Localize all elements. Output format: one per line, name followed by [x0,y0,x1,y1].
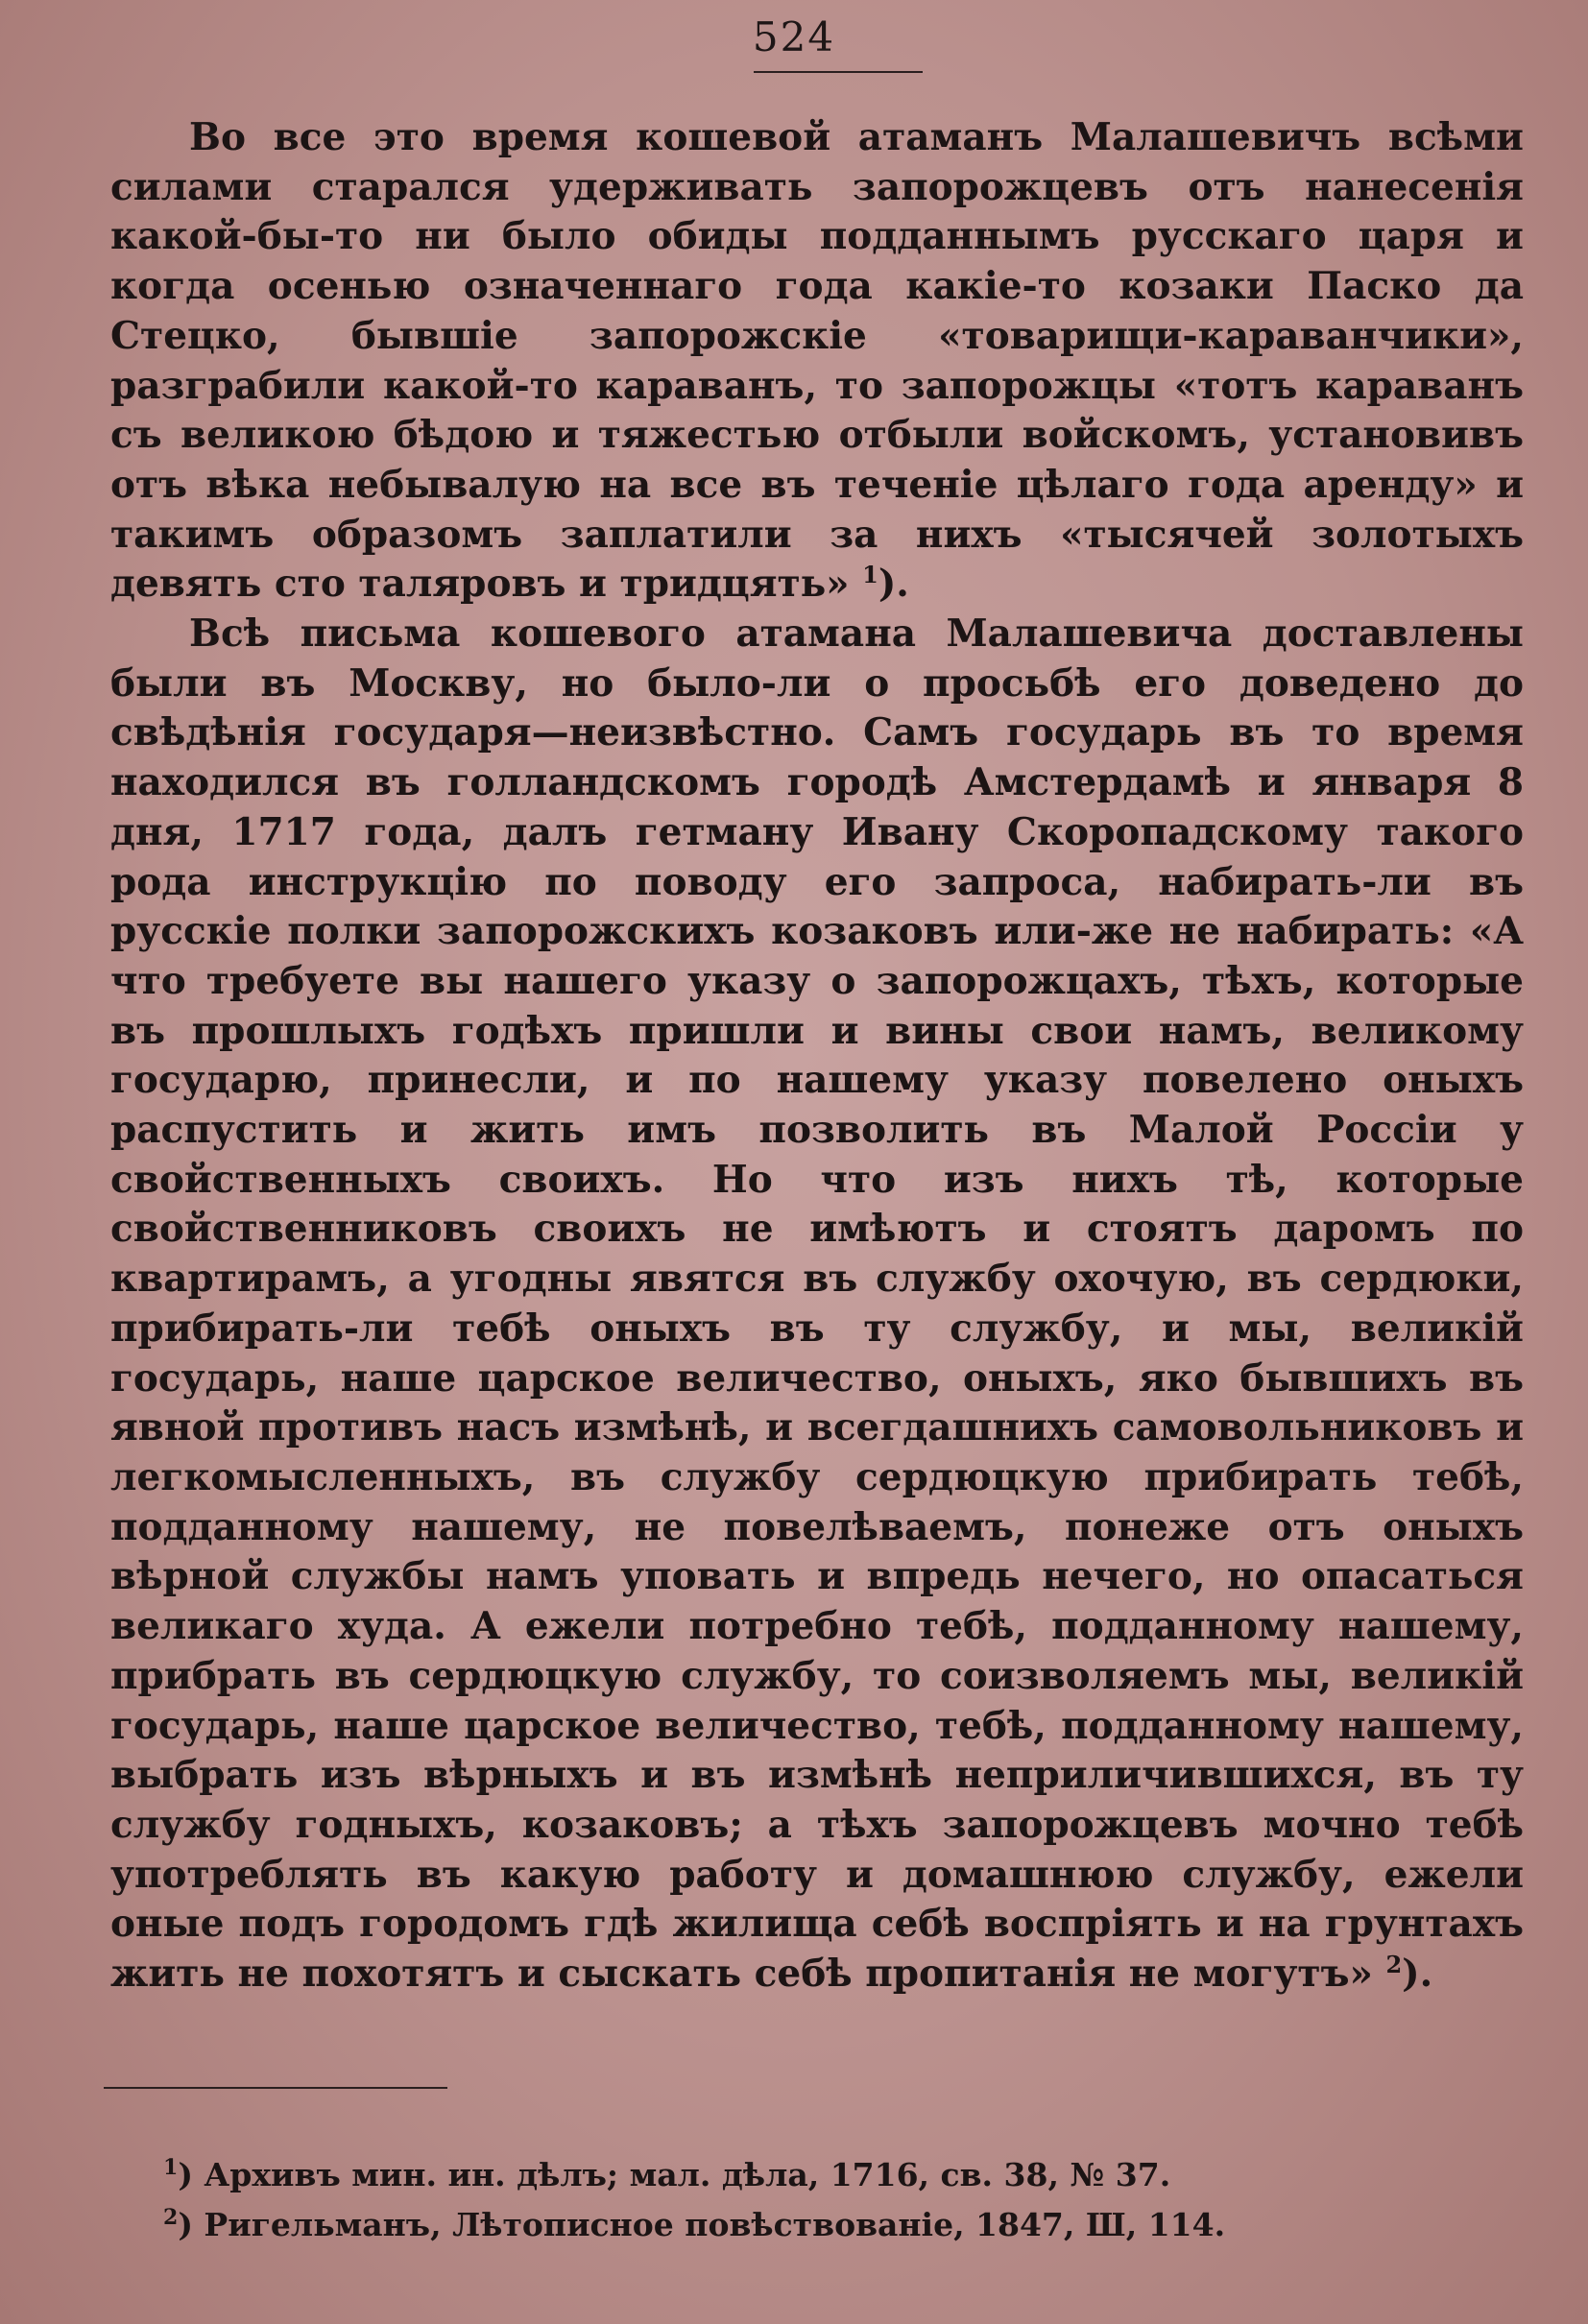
footnote [163,2200,1507,2250]
footnote-number: 1 [163,2155,179,2180]
paragraph [110,610,1524,2000]
footnote [163,2150,1507,2200]
footnote-rule [104,2087,447,2089]
page-number: 524 [752,13,836,60]
footnote-ref: 2 [1385,1951,1403,1979]
paragraph-text: Всѣ письма кошевого атамана Малашевича доставлены были въ Москву, но было-ли о просьбѣ его доведено до свѣдѣнія государя—неизвѣстно. Самъ государь въ то время находился въ голландскомъ городѣ Амстердамѣ и января 8 дня, 1717 года, далъ гетману Ивану Скоропадскому такого рода инструкцію по поводу его запроса, набирать-ли въ русскіе полки запорожскихъ козаковъ или-же не набирать: «А что требуете вы нашего указу о запорожцахъ, тѣхъ, которые въ прошлыхъ годѣхъ пришли и вины свои намъ, великому государю, принесли, и по нашему указу повелено оныхъ распустить и жить имъ позволить въ Малой Россіи у свойственныхъ своихъ. Но что изъ нихъ тѣ, которые свойственниковъ своихъ не имѣютъ и стоятъ даромъ по квартирамъ, а угодны явятся въ службу охочую, въ сердюки, прибирать-ли тебѣ оныхъ въ ту службу, и мы, великій государь, наше царское величество, оныхъ, яко бывшихъ въ явной противъ насъ измѣнѣ, и всегдашнихъ самовольниковъ и легкомысленныхъ, въ службу сердюцкую прибирать тебѣ, подданному нашему, не повелѣваемъ, понеже отъ оныхъ вѣрной службы намъ уповать и впредь нечего, но опасаться великаго худа. А ежели потребно тебѣ, подданному нашему, прибрать въ сердюцкую службу, то соизволяемъ мы, великій государь, наше царское величество, тебѣ, подданному нашему, выбрать изъ вѣрныхъ и въ измѣнѣ неприличившихся, въ ту службу годныхъ, козаковъ; а тѣхъ запорожцевъ мочно тебѣ употреблять въ какую работу и домашнюю службу, ежели оные подъ городомъ гдѣ жилища себѣ воспріять и на грунтахъ жить не похотятъ и сыскать себѣ пропитанія не могутъ» [110,611,1524,1997]
paragraph-tail: ). [878,562,909,607]
paragraph [110,113,1524,610]
paragraph-tail: ). [1402,1952,1433,1997]
header-rule [754,71,923,73]
footnote-number: 2 [163,2205,179,2230]
footnote-ref: 1 [862,561,878,589]
footnotes [163,2150,1507,2250]
footnote-text: ) Ригельманъ, Лѣтописное повѣствованіе, 1847, Ш, 114. [178,2206,1226,2243]
footnote-text: ) Архивъ мин. ин. дѣлъ; мал. дѣла, 1716, св. 38, № 37. [178,2156,1171,2193]
paragraph-text: Во все это время кошевой атаманъ Малашевичъ всѣми силами старался удерживать запорожцевъ отъ нанесенія какой-бы-то ни было обиды подданнымъ русскаго царя и когда осенью означеннаго года какіе-то козаки Паско да Стецко, бывшіе запорожскіе «товарищи-караванчики», разграбили какой-то караванъ, то запорожцы «тотъ караванъ съ великою бѣдою и тяжестью отбыли войскомъ, установивъ отъ вѣка небывалую на все въ теченіе цѣлаго года аренду» и такимъ образомъ заплатили за нихъ «тысячей золотыхъ девять сто таляровъ и тридцять» [110,115,1524,607]
main-text [110,113,1524,2000]
